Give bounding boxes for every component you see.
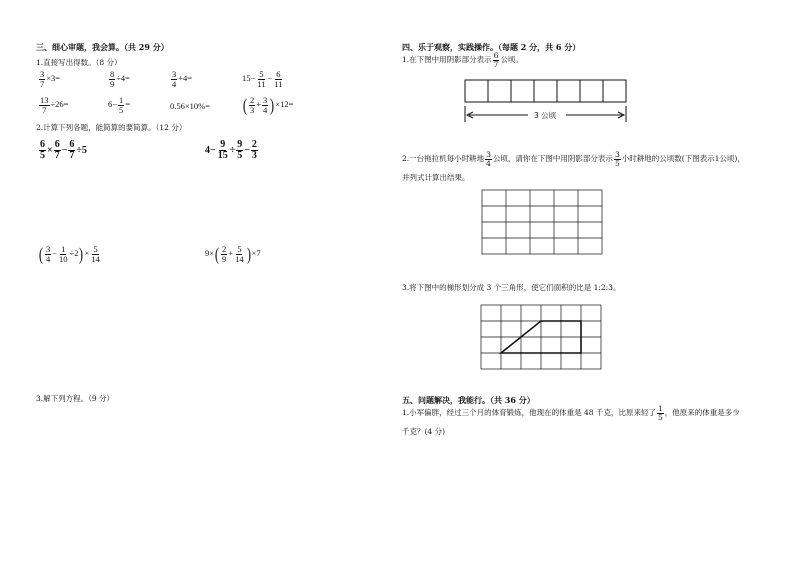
calc-expression-4: 9×( $\frac{2}{9}$ + $\frac{5}{14}$ )×7 bbox=[205, 244, 261, 264]
mental-math-2b: 6− $\frac{1}{5}$ = bbox=[108, 95, 131, 115]
r-q1-text: 1.在下图中用阴影部分表示 $\frac{6}{7}$ 公顷。 bbox=[402, 51, 523, 69]
q3-title: 3.解下列方程。（9 分） bbox=[36, 394, 115, 403]
calc-expression-2: 4− $\frac{9}{15}$ ÷ $\frac{9}{5}$ − $\frac{2}{3}$ bbox=[205, 139, 257, 161]
bar-label: 3 公顷 bbox=[534, 111, 557, 120]
mental-math-1a: $\frac{3}{7}$ ×3= bbox=[40, 69, 61, 89]
mental-math-2c: 0.56×10%= bbox=[170, 101, 211, 111]
section5-title: 五、问题解决，我能行。（共 36 分） bbox=[402, 395, 535, 405]
r-q2-line2: 并列式计算出结果。 bbox=[402, 173, 470, 182]
mental-math-2a: $\frac{13}{7}$ ÷26= bbox=[40, 95, 69, 115]
mental-math-1c: $\frac{3}{4}$ +4= bbox=[172, 69, 193, 89]
section4-title: 四、乐于观察，实践操作。（每题 2 分，共 6 分） bbox=[402, 42, 581, 52]
q1-title: 1.直接写出得数。（8 分） bbox=[36, 58, 122, 67]
p1-line2: 千克？(4 分) bbox=[402, 427, 446, 436]
calc-expression-1: $\frac{6}{5}$ × $\frac{6}{7}$ − $\frac{6}{7}$ ÷5 bbox=[40, 139, 87, 161]
r-q2-text: 2.一台拖拉机每小时耕地 $\frac{3}{4}$ 公顷，请你在下图中用阴影部分表示 $\frac{3}{5}$ 小时耕地的公顷数(下图表示1公顷)， bbox=[402, 150, 745, 168]
mental-math-1d: 15− $\frac{5}{11}$ − $\frac{6}{11}$ bbox=[242, 69, 283, 89]
r-q3-text: 3.将下图中的梯形划分成 3 个三角形，使它们面积的比是 1:2:3。 bbox=[402, 283, 621, 292]
mental-math-1b: $\frac{8}{9}$ ÷4= bbox=[110, 69, 130, 89]
p1-text: 1.小军偏胖，经过三个月的体育锻炼，他现在的体重是 48 千克，比原来轻了 $\frac{1}{5}$ ，他原来的体重是多少 bbox=[402, 404, 740, 422]
mental-math-2d: ( $\frac{2}{3}$ + $\frac{3}{4}$ )×12= bbox=[242, 95, 294, 115]
q2-title: 2.计算下列各题，能简算的要简算。（12 分） bbox=[36, 123, 187, 132]
section3-title: 三、细心审题，我会算。（共 29 分） bbox=[36, 42, 169, 52]
calc-expression-3: ( $\frac{3}{4}$ − $\frac{1}{10}$ ÷2)× $\frac{5}{14}$ bbox=[38, 244, 100, 264]
